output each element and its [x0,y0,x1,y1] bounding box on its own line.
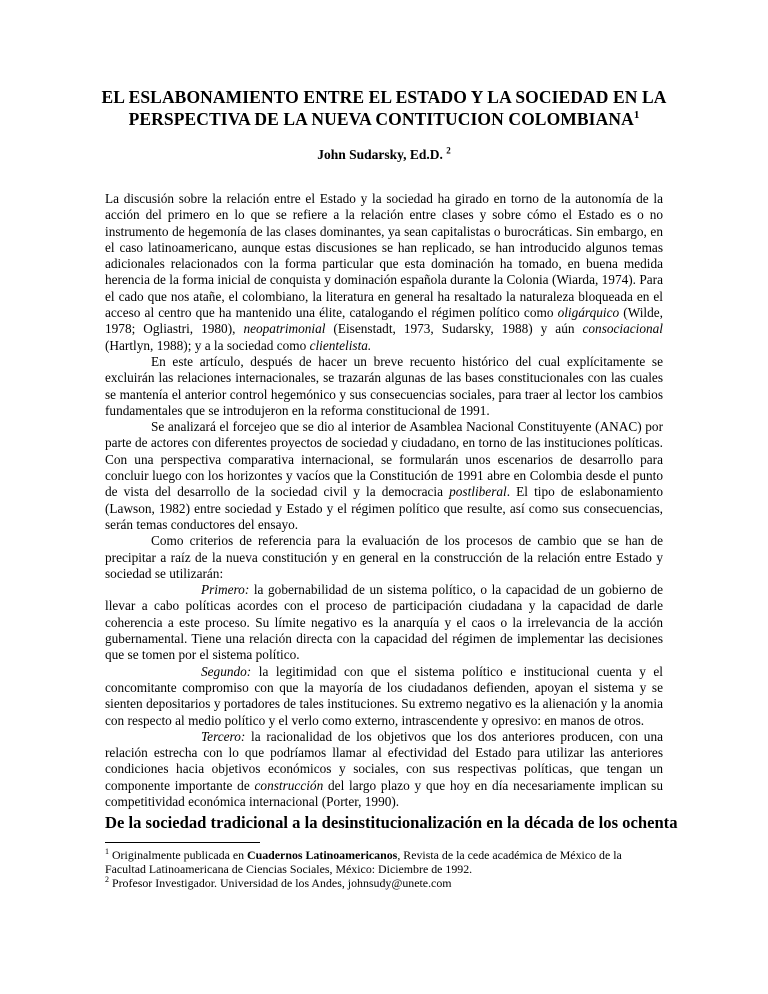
paragraph-1-italic-4: clientelista. [309,337,372,353]
section-heading: De la sociedad tradicional a la desinstitucionalización en la década de los ochenta [105,813,678,832]
criterion-2-text: la legitimidad con que el sistema político e institucional cuenta y el concomitante compromiso con que la mayoría de los ciudadanos defienden, apoyan el sistema y se sienten depositarios y portadores de tales instituciones. Su extremo negativo es la alienación y la anomia con respecto al medio político y el verlo como externo, intrascendente y opresivo: en manos de otros. [105,663,663,728]
criterion-3-label: Tercero: [201,728,246,744]
paragraph-3-italic-1: postliberal [449,484,507,500]
paragraph-3 [105,419,663,533]
footnote-1-number: 1 [105,847,109,857]
paragraph-5 [105,582,663,663]
paragraph-7 [105,729,663,810]
paragraph-1-text-a: La discusión sobre la relación entre el Estado y la sociedad ha girado en torno de la autonomía de la acción del primero en lo que se refiere a la relación entre clases y sobre cómo el Estado es o no instrumento de hegemonía de las clases dominantes, ya sean capitalistas o burocráticas. Sin embargo, en el caso latinoamericano, aunque estas discusiones se han replicado, se han introducido algunos temas adicionales relacionados con la forma particular que esta dominación ha tomado, en buena medida herencia de la forma inicial de conquista y dominación española durante la Colonia (Wiarda, 1974). Para el cado que nos atañe, el colombiano, la literatura en general ha resaltado la naturaleza bloqueada en el acceso al centro que ha mantenido una élite, catalogando el régimen político como [105,191,663,321]
footnote-2-text: Profesor Investigador. Universidad de los Andes, johnsudy@unete.com [109,876,452,891]
footnote-1-text-b: , Revista de la cede académica de México de la Facultad Latinoamericana de Ciencias Sociales, México: Diciembre de 1992. [105,848,622,877]
paragraph-1-italic-3: consociacional [582,321,664,337]
author-footnote-ref[interactable]: 2 [446,145,451,156]
footnote-2-number: 2 [105,875,109,885]
paragraph-3-text-a: Se analizará el forcejeo que se dio al interior de Asamblea Nacional Constituyente (ANAC) por parte de actores con diferentes proyectos de sociedad y ciudadano, en torno de las instituciones políticas. Con una perspectiva comparativa internacional, se formularán unos escenarios de desarrollo para concluir luego con los horizontes y vacíos que la Constitución de 1991 abre en Colombia desde el punto de vista del desarrollo de la sociedad civil y la democracia [105,419,663,500]
footnote-separator [105,842,260,843]
author-line [90,147,678,163]
criterion-3-text-a: la racionalidad de los objetivos que los dos anteriores producen, con una relación estrecha con lo que podríamos llamar al efectividad del Estado para utilizar las anteriores condiciones hacia objetivos económicos y sociales, con sus respectivas políticas, que tengan un componente importante de [105,728,663,793]
footnote-1-text-a: Originalmente publicada en [109,848,248,862]
paragraph-4: Como criterios de referencia para la evaluación de los procesos de cambio que se han de precipitar a raíz de la nueva constitución y en general en la construcción de la relación entre Estado y sociedad se utilizarán: [105,533,663,581]
criterion-2-label: Segundo: [201,663,252,679]
paragraph-1-text-d: (Hartlyn, 1988); y a la sociedad como [105,337,310,353]
paragraph-3-text-b: . El tipo de eslabonamiento (Lawson, 1982) entre sociedad y Estado y el régimen político que resulte, así como sus consecuencias, serán temas conductores del ensayo. [105,484,663,532]
footnote-1-journal: Cuadernos Latinoamericanos [247,848,398,862]
title-text: EL ESLABONAMIENTO ENTRE EL ESTADO Y LA SOCIEDAD EN LA PERSPECTIVA DE LA NUEVA CONTITUCION COLOMBIANA [101,87,667,129]
paragraph-1-italic-1: oligárquico [557,305,620,321]
criterion-1-label: Primero: [201,582,250,598]
footnote-2 [105,876,665,890]
body-text [105,191,663,810]
paragraph-2: En este artículo, después de hacer un breve recuento histórico del cual explícitamente se excluirán las relaciones internacionales, se trazarán algunas de las bases constitucionales con las cuales se mantenía el anterior control hegemónico y sus consecuencias sociales, para traer al lector los cambios fundamentales que se introdujeron en la reforma constitucional de 1991. [105,353,663,418]
paragraph-1-text-b: (Wilde, 1978; Ogliastri, 1980), [105,305,663,337]
author-name: John Sudarsky, Ed.D. [317,147,443,162]
criterion-3-italic: construcción [254,777,324,793]
title-footnote-ref[interactable]: 1 [633,109,640,122]
criterion-1-text: la gobernabilidad de un sistema político, o la capacidad de un gobierno de llevar a cabo políticas acordes con el proceso de participación ciudadana y la capacidad de darle coherencia a este proceso. Su límite negativo es la anarquía y el caos o la irrelevancia de la acción gubernamental. Tiene una relación directa con la capacidad del régimen de implementar las decisiones que se tomen por el sistema político. [105,582,663,663]
document-title [90,86,678,130]
footnotes [105,848,665,891]
paragraph-1 [105,191,663,354]
footnote-1 [105,848,665,876]
paragraph-1-text-c: (Eisenstadt, 1973, Sudarsky, 1988) y aún [325,321,583,337]
criterion-3-text-b: del largo plazo y que hoy en día necesariamente implican su competitividad económica internacional (Porter, 1990). [105,777,663,809]
paragraph-1-italic-2: neopatrimonial [243,321,326,337]
paragraph-6 [105,664,663,729]
